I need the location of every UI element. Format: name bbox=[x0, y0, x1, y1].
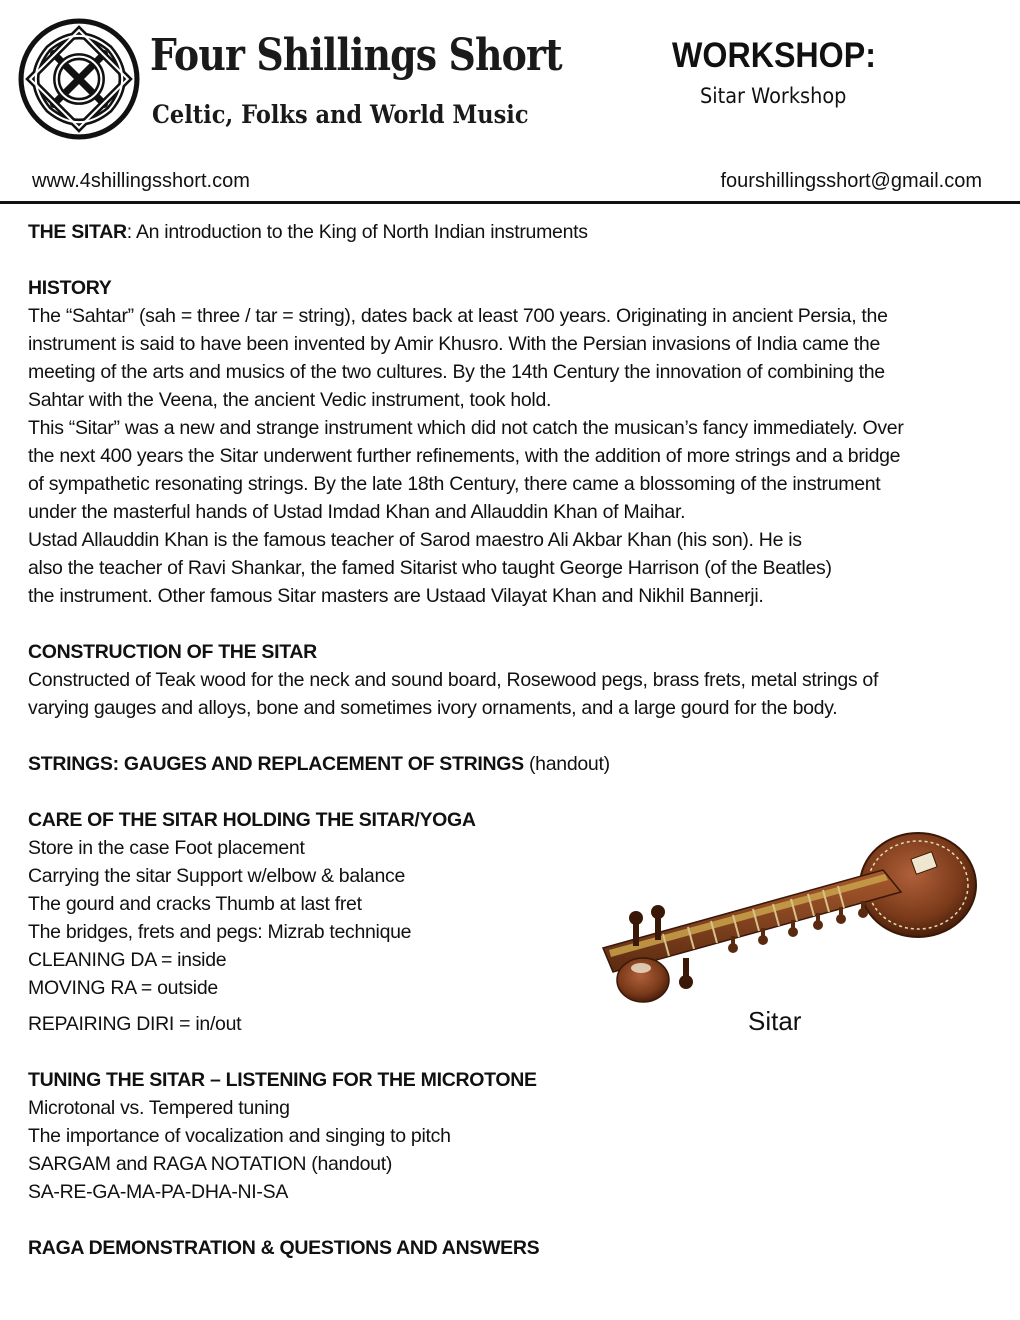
care-item: Carrying the sitar Support w/elbow & balance bbox=[28, 865, 406, 887]
tuning-line: SA-RE-GA-MA-PA-DHA-NI-SA bbox=[28, 1181, 289, 1203]
strings-heading: STRINGS: GAUGES AND REPLACEMENT OF STRINGS bbox=[28, 753, 524, 775]
strings-line bbox=[28, 750, 988, 778]
history-line: instrument is said to have been invented by Amir Khusro. With the Persian invasions of India came the bbox=[28, 333, 881, 355]
intro-rest: : An introduction to the King of North Indian instruments bbox=[126, 221, 588, 243]
closing-heading: RAGA DEMONSTRATION & QUESTIONS AND ANSWERS bbox=[28, 1237, 540, 1259]
history-line: This “Sitar” was a new and strange instrument which did not catch the musican’s fancy immediately. Over bbox=[28, 417, 904, 439]
construction-line: Constructed of Teak wood for the neck and sound board, Rosewood pegs, brass frets, metal strings of bbox=[28, 669, 879, 691]
workshop-name: Sitar Workshop bbox=[700, 84, 847, 108]
tuning-heading: TUNING THE SITAR – LISTENING FOR THE MICROTONE bbox=[28, 1069, 537, 1091]
celtic-knot-logo bbox=[18, 18, 140, 140]
construction-section bbox=[28, 638, 988, 722]
care-item: The gourd and cracks Thumb at last fret bbox=[28, 893, 362, 915]
care-item: The bridges, frets and pegs: Mizrab technique bbox=[28, 921, 412, 943]
workshop-label: WORKSHOP: bbox=[672, 36, 876, 75]
tuning-line: Microtonal vs. Tempered tuning bbox=[28, 1097, 290, 1119]
intro-section bbox=[28, 218, 988, 246]
history-line: Ustad Allauddin Khan is the famous teacher of Sarod maestro Ali Akbar Khan (his son). He is bbox=[28, 529, 802, 551]
history-heading: HISTORY bbox=[28, 277, 112, 299]
history-line: Sahtar with the Veena, the ancient Vedic instrument, took hold. bbox=[28, 389, 552, 411]
history-line: the next 400 years the Sitar underwent further refinements, with the addition of more strings and a bridge bbox=[28, 445, 901, 467]
history-line: meeting of the arts and musics of the two cultures. By the 14th Century the innovation of combining the bbox=[28, 361, 885, 383]
intro-line bbox=[28, 218, 988, 246]
header-divider bbox=[0, 201, 1020, 204]
tuning-line: SARGAM and RAGA NOTATION (handout) bbox=[28, 1153, 393, 1175]
sitar-image bbox=[583, 830, 983, 1010]
document-body bbox=[28, 218, 988, 1290]
website-link[interactable]: www.4shillingsshort.com bbox=[32, 170, 250, 192]
intro-bold: THE SITAR bbox=[28, 221, 127, 243]
construction-heading: CONSTRUCTION OF THE SITAR bbox=[28, 641, 317, 663]
history-line: of sympathetic resonating strings. By the late 18th Century, there came a blossoming of the instrument bbox=[28, 473, 881, 495]
brand-tagline: Celtic, Folks and World Music bbox=[152, 100, 529, 129]
email-link[interactable]: fourshillingsshort@gmail.com bbox=[720, 170, 982, 192]
care-item: Store in the case Foot placement bbox=[28, 837, 305, 859]
history-line: also the teacher of Ravi Shankar, the famed Sitarist who taught George Harrison (of the Beatles) bbox=[28, 557, 832, 579]
history-line: under the masterful hands of Ustad Imdad Khan and Allauddin Khan of Maihar. bbox=[28, 501, 686, 523]
tuning-line: The importance of vocalization and singing to pitch bbox=[28, 1125, 451, 1147]
care-item: CLEANING DA = inside bbox=[28, 949, 227, 971]
construction-line: varying gauges and alloys, bone and sometimes ivory ornaments, and a large gourd for the body. bbox=[28, 697, 838, 719]
tuning-section bbox=[28, 1066, 988, 1206]
history-line: The “Sahtar” (sah = three / tar = string), dates back at least 700 years. Originating in ancient Persia, the bbox=[28, 305, 888, 327]
care-item: MOVING RA = outside bbox=[28, 977, 218, 999]
strings-note: (handout) bbox=[523, 753, 610, 775]
sitar-caption: Sitar bbox=[748, 1006, 802, 1036]
closing-section bbox=[28, 1234, 988, 1262]
care-heading: CARE OF THE SITAR HOLDING THE SITAR/YOGA bbox=[28, 809, 476, 831]
history-section bbox=[28, 274, 988, 610]
history-line: the instrument. Other famous Sitar masters are Ustaad Vilayat Khan and Nikhil Bannerji. bbox=[28, 585, 764, 607]
brand-name: Four Shillings Short bbox=[150, 30, 562, 81]
care-item: REPAIRING DIRI = in/out bbox=[28, 1013, 242, 1035]
strings-section bbox=[28, 750, 988, 778]
